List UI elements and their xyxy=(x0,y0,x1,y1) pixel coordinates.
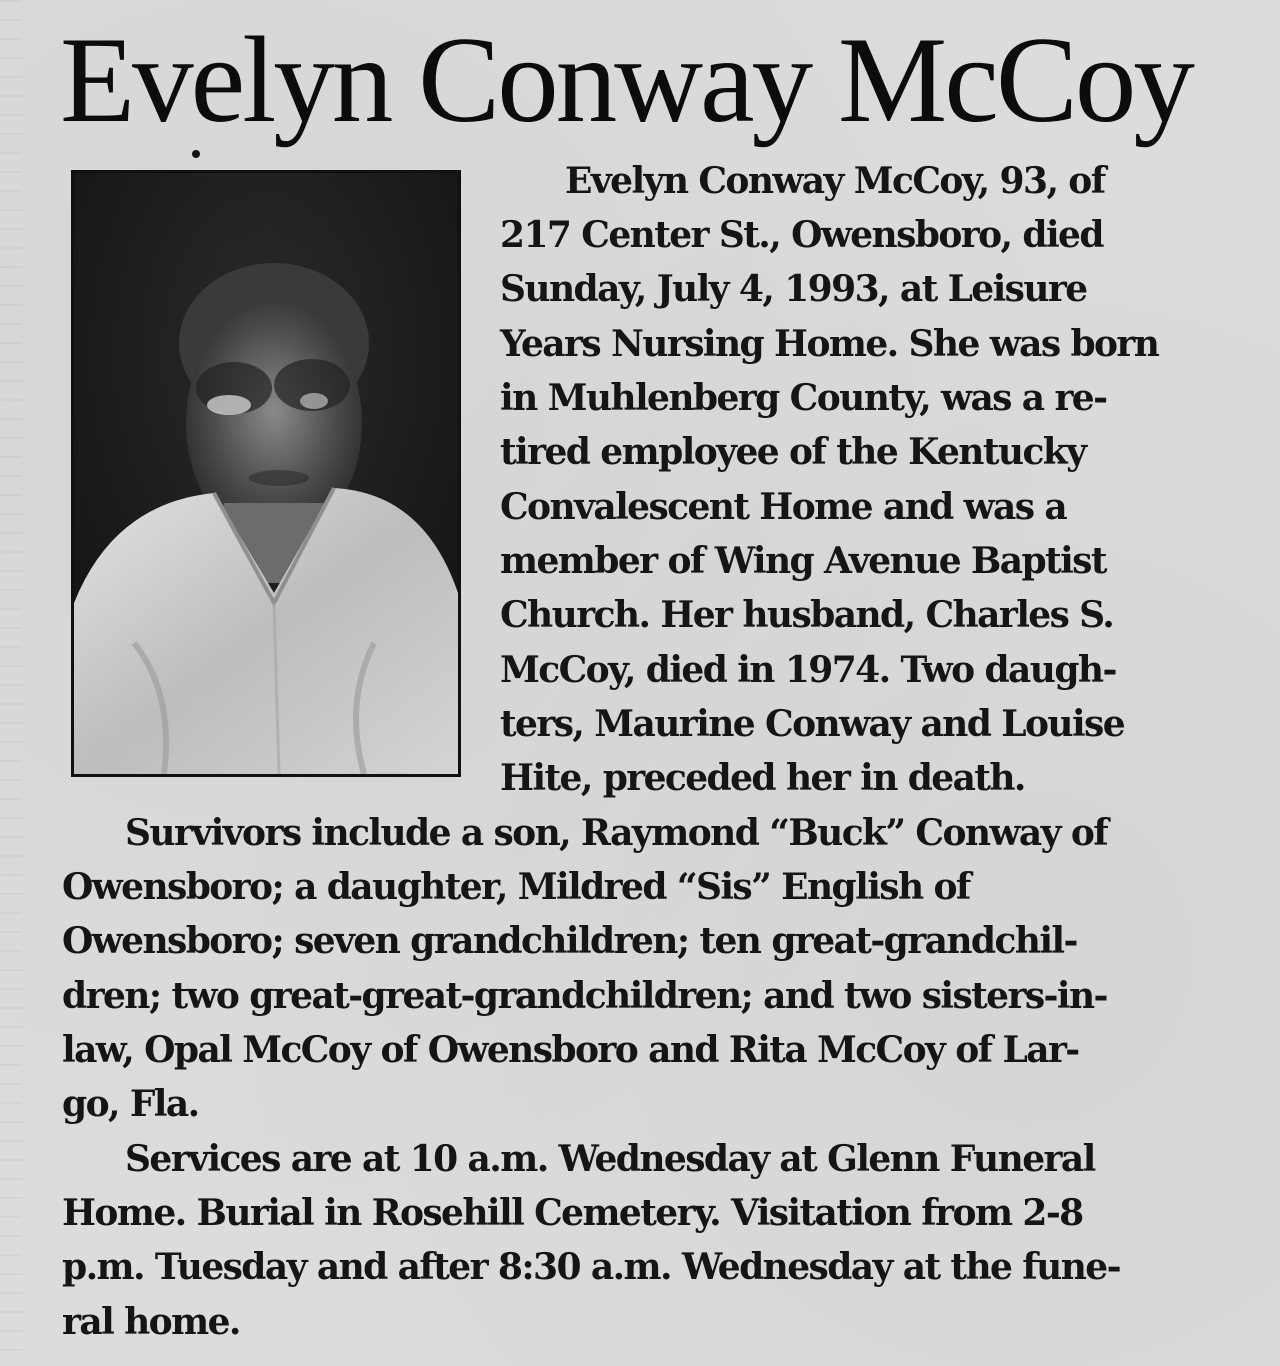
body-line: tired employee of the Kentucky xyxy=(500,431,1086,473)
body-line: 217 Center St., Owensboro, died xyxy=(500,214,1103,256)
body-line: McCoy, died in 1974. Two daugh- xyxy=(500,649,1116,691)
body-line: Convalescent Home and was a xyxy=(500,486,1067,528)
dot-mark xyxy=(192,150,200,158)
body-line: p.m. Tuesday and after 8:30 a.m. Wednesday at the fune- xyxy=(62,1246,1120,1288)
portrait-photo xyxy=(71,170,461,777)
body-line: ters, Maurine Conway and Louise xyxy=(500,703,1124,745)
body-line: in Muhlenberg County, was a re- xyxy=(500,377,1107,419)
body-line: member of Wing Avenue Baptist xyxy=(500,540,1106,582)
body-line: Hite, preceded her in death. xyxy=(500,757,1025,799)
body-line: Evelyn Conway McCoy, 93, of xyxy=(565,160,1105,202)
page-edge xyxy=(0,0,22,1366)
body-line: Owensboro; seven grandchildren; ten great-grandchil- xyxy=(62,920,1077,962)
body-line: Services are at 10 a.m. Wednesday at Glenn Funeral xyxy=(125,1138,1095,1180)
body-line: Church. Her husband, Charles S. xyxy=(500,594,1114,636)
obituary-headline: Evelyn Conway McCoy xyxy=(60,11,1192,148)
body-line: law, Opal McCoy of Owensboro and Rita McCoy of Lar- xyxy=(62,1029,1079,1071)
body-line: dren; two great-great-grandchildren; and two sisters-in- xyxy=(62,975,1107,1017)
portrait-photo-icon xyxy=(74,173,458,774)
body-line: Home. Burial in Rosehill Cemetery. Visitation from 2-8 xyxy=(62,1192,1083,1234)
body-line: go, Fla. xyxy=(62,1083,199,1125)
body-line: Owensboro; a daughter, Mildred “Sis” English of xyxy=(62,866,970,908)
body-line: ral home. xyxy=(62,1301,240,1343)
body-line: Sunday, July 4, 1993, at Leisure xyxy=(500,268,1087,310)
body-line: Survivors include a son, Raymond “Buck” Conway of xyxy=(125,812,1108,854)
body-line: Years Nursing Home. She was born xyxy=(500,323,1159,365)
